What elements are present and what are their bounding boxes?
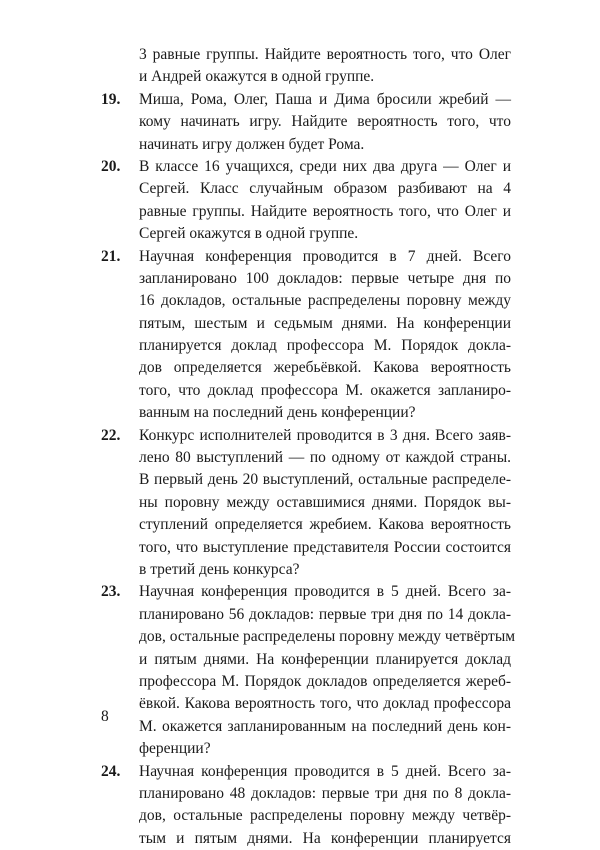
text-line: Миша, Рома, Олег, Паша и Дима бросили жребий — xyxy=(139,89,511,111)
problems-column xyxy=(101,44,511,850)
text-line: запланировано 100 докладов: первые четыре дня по xyxy=(139,268,511,290)
problem-number: 20. xyxy=(101,156,120,178)
page-number: 8 xyxy=(101,707,109,727)
text-line: Научная конференция проводится в 5 дней. Всего за- xyxy=(139,761,511,783)
problem-23 xyxy=(101,581,511,760)
text-line: В классе 16 учащихся, среди них два друга — Олег и xyxy=(139,156,511,178)
text-line: равные группы. Найдите вероятность того, что Олег и xyxy=(139,201,511,223)
text-line: и пятым днями. На конференции планируется доклад xyxy=(139,649,511,671)
text-line: в третий день конкурса? xyxy=(139,559,511,581)
problem-number: 22. xyxy=(101,425,120,447)
problem-number: 19. xyxy=(101,89,120,111)
text-line: планировано 56 докладов: первые три дня по 14 докла- xyxy=(139,604,511,626)
problem-19 xyxy=(101,89,511,156)
problem-21 xyxy=(101,246,511,425)
text-line: ны поровну между оставшимися днями. Порядок вы- xyxy=(139,492,511,514)
problem-number: 21. xyxy=(101,246,120,268)
text-line: кому начинать игру. Найдите вероятность того, что xyxy=(139,111,511,133)
text-line: Научная конференция проводится в 5 дней. Всего за- xyxy=(139,581,511,603)
problem-20 xyxy=(101,156,511,246)
problem-continuation xyxy=(101,44,511,89)
text-line: Конкурс исполнителей проводится в 3 дня. Всего заяв- xyxy=(139,425,511,447)
text-line: ференции? xyxy=(139,738,511,760)
text-line: планируется доклад профессора М. Порядок докла- xyxy=(139,335,511,357)
text-line: дов, остальные распределены поровну между четвёртым xyxy=(139,626,511,648)
text-line: лено 80 выступлений — по одному от каждой страны. xyxy=(139,447,511,469)
text-line: дов, остальные распределены поровну между четвёр- xyxy=(139,805,511,827)
problem-22 xyxy=(101,425,511,582)
text-line: 3 равные группы. Найдите вероятность того, что Олег xyxy=(139,44,511,66)
text-line: ванным на последний день конференции? xyxy=(139,402,511,424)
text-line: того, что выступление представителя России состоится xyxy=(139,537,511,559)
text-line: Сергей. Класс случайным образом разбивают на 4 xyxy=(139,178,511,200)
text-line: М. окажется запланированным на последний день кон- xyxy=(139,716,511,738)
problem-number: 23. xyxy=(101,581,120,603)
text-line: 16 докладов, остальные распределены поровну между xyxy=(139,290,511,312)
text-line: профессора М. Порядок докладов определяется жереб- xyxy=(139,671,511,693)
text-line: ёвкой. Какова вероятность того, что доклад профессора xyxy=(139,693,511,715)
text-line: ступлений определяется жребием. Какова вероятность xyxy=(139,514,511,536)
text-line: начинать игру должен будет Рома. xyxy=(139,134,511,156)
text-line: В первый день 20 выступлений, остальные распределе- xyxy=(139,469,511,491)
text-line: Сергей окажутся в одной группе. xyxy=(139,223,511,245)
text-line: тым и пятым днями. На конференции планируется xyxy=(139,828,511,850)
problem-number: 24. xyxy=(101,761,120,783)
text-line: и Андрей окажутся в одной группе. xyxy=(139,66,511,88)
problem-24 xyxy=(101,761,511,850)
text-line: Научная конференция проводится в 7 дней. Всего xyxy=(139,246,511,268)
text-line: планировано 48 докладов: первые три дня по 8 доклa- xyxy=(139,783,511,805)
text-line: того, что доклад профессора М. окажется запланиро- xyxy=(139,380,511,402)
text-line: дов определяется жеребьёвкой. Какова вероятность xyxy=(139,357,511,379)
text-line: пятым, шестым и седьмым днями. На конференции xyxy=(139,313,511,335)
